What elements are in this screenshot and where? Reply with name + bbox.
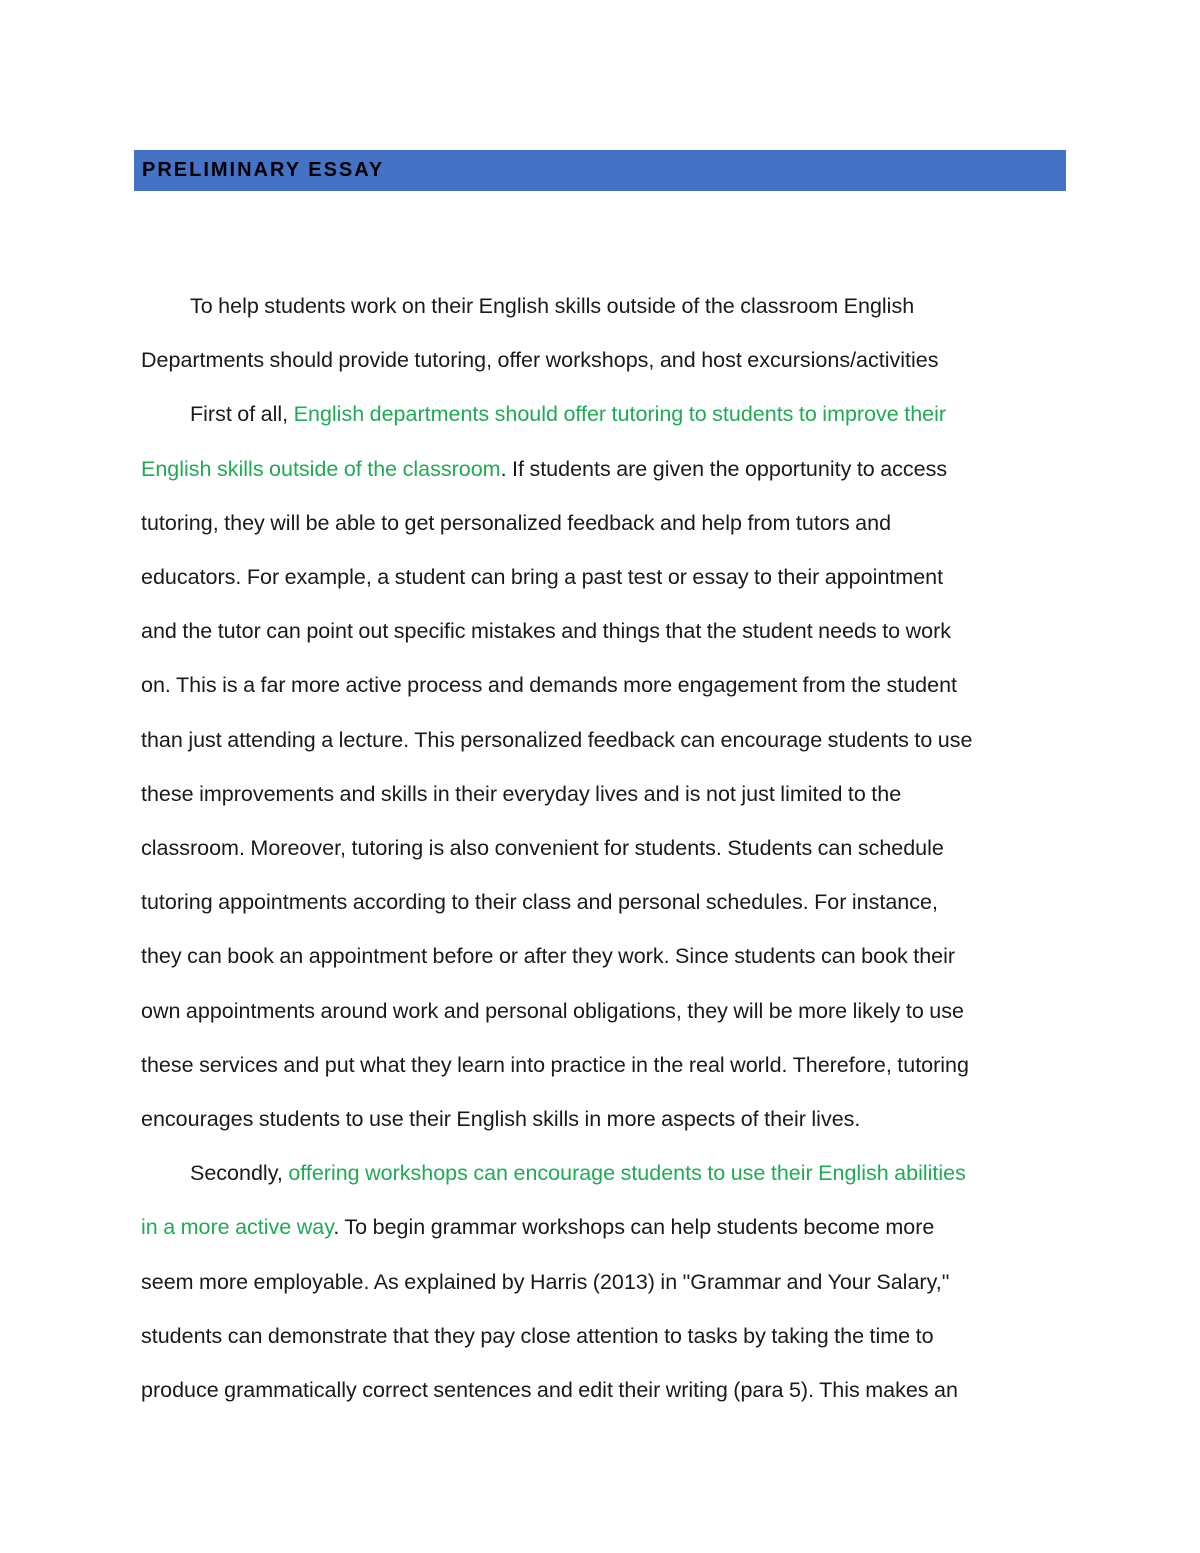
text-line: they can book an appointment before or after they work. Since students can book their bbox=[141, 944, 956, 969]
text-line: tutoring appointments according to their class and personal schedules. For instance, bbox=[141, 890, 938, 915]
text-line: encourages students to use their English skills in more aspects of their lives. bbox=[141, 1107, 861, 1132]
essay-body bbox=[141, 279, 1066, 1417]
text-line bbox=[141, 442, 1066, 496]
title-banner bbox=[134, 150, 1066, 191]
workshops-paragraph bbox=[141, 1146, 1066, 1417]
text-line: tutoring, they will be able to get personalized feedback and help from tutors and bbox=[141, 510, 892, 535]
text-line bbox=[141, 1200, 1066, 1254]
claim-highlight: in a more active way bbox=[141, 1215, 334, 1240]
intro-paragraph bbox=[141, 279, 1066, 387]
claim-continuation: . To begin grammar workshops can help students become more bbox=[333, 1215, 935, 1240]
paragraph-intro: First of all, bbox=[190, 402, 294, 427]
text-line: Departments should provide tutoring, offer workshops, and host excursions/activities bbox=[141, 348, 939, 373]
text-line: produce grammatically correct sentences and edit their writing (para 5). This makes an bbox=[141, 1378, 958, 1403]
claim-highlight: offering workshops can encourage students to use their English abilities bbox=[288, 1161, 966, 1186]
essay-title: PRELIMINARY ESSAY bbox=[142, 159, 385, 181]
text-line bbox=[141, 1146, 1066, 1200]
text-line: To help students work on their English skills outside of the classroom English bbox=[190, 294, 915, 318]
text-line bbox=[141, 387, 1066, 441]
text-line: on. This is a far more active process and demands more engagement from the student bbox=[141, 673, 958, 698]
text-line: own appointments around work and personal obligations, they will be more likely to use bbox=[141, 998, 964, 1023]
text-line: students can demonstrate that they pay close attention to tasks by taking the time to bbox=[141, 1323, 934, 1348]
text-line: these services and put what they learn into practice in the real world. Therefore, tutoring bbox=[141, 1052, 969, 1077]
paragraph-intro: Secondly, bbox=[190, 1161, 289, 1186]
text-line: and the tutor can point out specific mistakes and things that the student needs to work bbox=[141, 619, 951, 644]
text-line: classroom. Moreover, tutoring is also convenient for students. Students can schedule bbox=[141, 836, 944, 861]
claim-continuation: . If students are given the opportunity to access bbox=[500, 456, 948, 481]
text-line: than just attending a lecture. This personalized feedback can encourage students to use bbox=[141, 727, 973, 752]
text-line: educators. For example, a student can bring a past test or essay to their appointment bbox=[141, 565, 944, 590]
tutoring-paragraph bbox=[141, 387, 1066, 1146]
text-line: these improvements and skills in their everyday lives and is not just limited to the bbox=[141, 781, 902, 806]
claim-highlight: English departments should offer tutoring to students to improve their bbox=[293, 402, 947, 427]
text-line: seem more employable. As explained by Harris (2013) in "Grammar and Your Salary," bbox=[141, 1269, 950, 1294]
claim-highlight: English skills outside of the classroom bbox=[141, 456, 501, 481]
